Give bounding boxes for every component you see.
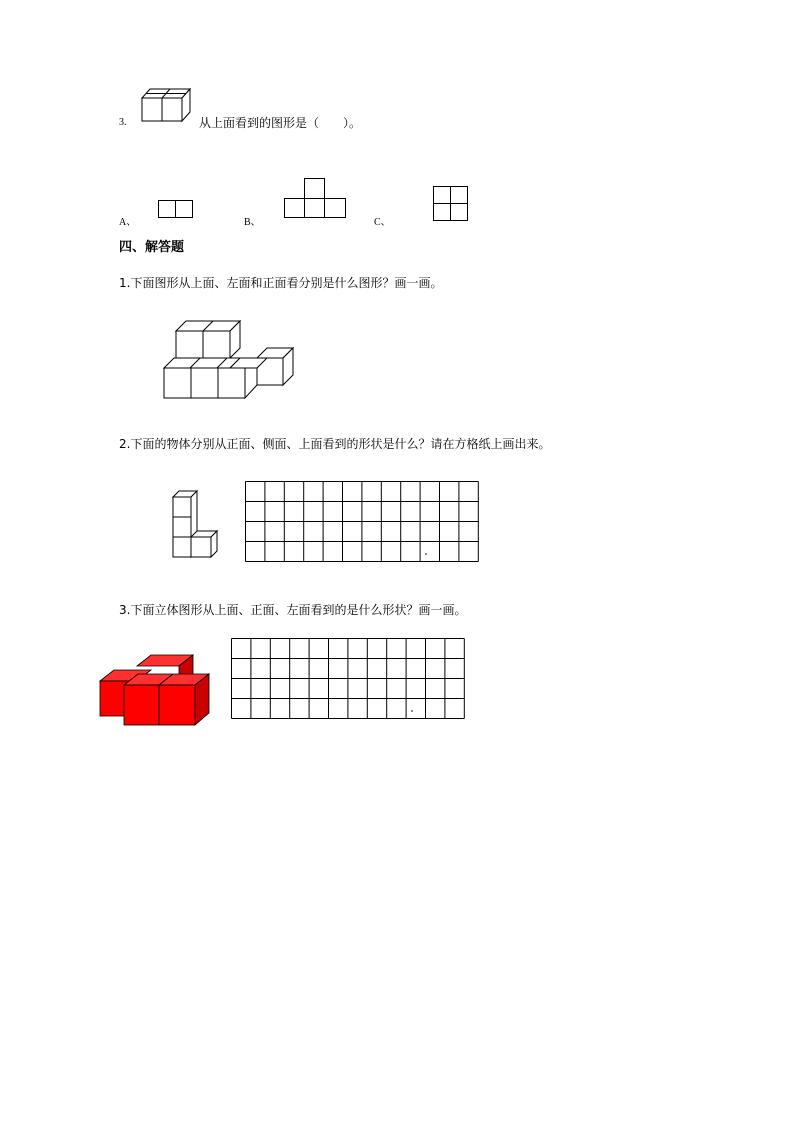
section-title: 四、解答题 xyxy=(119,240,185,255)
problem-2-text: 2.下面的物体分别从正面、侧面、上面看到的形状是什么？请在方格纸上画出来。 xyxy=(119,437,551,451)
problem-2-cube-figure xyxy=(170,488,222,560)
option-a-figure xyxy=(158,200,194,220)
grid-dot xyxy=(425,553,427,555)
option-a-label[interactable]: A、 xyxy=(119,217,137,228)
problem-3-text: 3.下面立体图形从上面、正面、左面看到的是什么形状？画一画。 xyxy=(119,603,467,617)
option-b-label[interactable]: B、 xyxy=(244,217,261,228)
grid-paper-2[interactable] xyxy=(231,638,467,722)
grid-paper-1[interactable] xyxy=(245,481,481,565)
problem-1-text: 1.下面图形从上面、左面和正面看分别是什么图形？画一画。 xyxy=(119,276,443,290)
question-number: 3. xyxy=(119,117,127,128)
option-c-label[interactable]: C、 xyxy=(374,217,391,228)
grid-dot xyxy=(411,710,413,712)
option-c-figure xyxy=(433,186,471,222)
cube-pair-figure xyxy=(140,86,195,126)
question-prompt: 从上面看到的图形是（ ）。 xyxy=(199,116,362,130)
problem-1-cube-figure xyxy=(160,318,296,402)
option-b-figure xyxy=(284,178,348,220)
problem-3-red-cube-figure xyxy=(97,652,213,728)
